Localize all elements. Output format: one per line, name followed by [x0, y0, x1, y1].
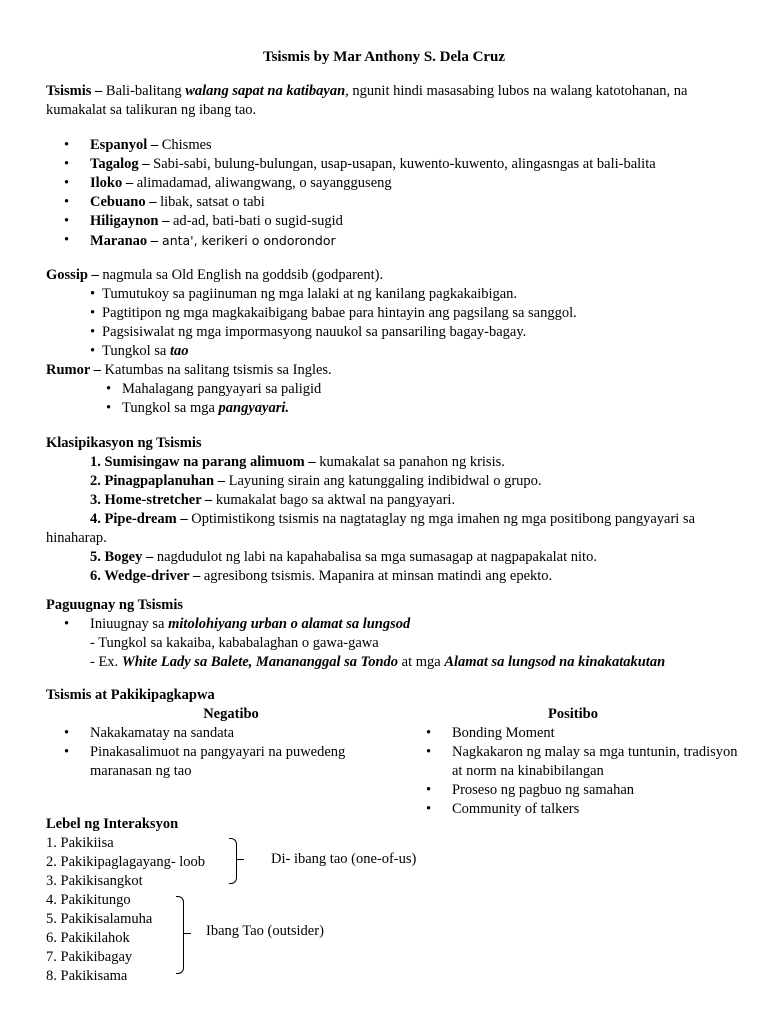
language-term: Cebuano – — [90, 194, 157, 210]
classification-term: 6. Wedge-driver – — [90, 568, 201, 584]
language-item — [46, 136, 738, 155]
classification-item — [46, 548, 738, 567]
language-item — [46, 174, 738, 193]
group-label-one-of-us: Di- ibang tao (one-of-us) — [271, 851, 417, 867]
level-item: 7. Pakikibagay — [46, 949, 133, 965]
dash-mid: at mga — [398, 654, 445, 670]
paguugnay-dash-item — [46, 653, 738, 672]
classification-text: agresibong tsismis. Mapanira at minsan matindi ang epekto. — [200, 568, 553, 584]
positibo-item: • Proseso ng pagbuo ng samahan — [408, 781, 738, 800]
level-item: 6. Pakikilahok — [46, 930, 130, 946]
language-text: alimadamad, aliwangwang, o sayangguseng — [133, 175, 392, 191]
negatibo-column — [46, 705, 376, 781]
language-text: anta', kerikeri o ondorondor — [158, 233, 336, 248]
lebel-section — [46, 815, 738, 986]
classification-term: 3. Home-stretcher – — [90, 492, 213, 508]
language-text: Sabi-sabi, bulung-bulungan, usap-usapan, kuwento-kuwento, alingasngas at bali-balita — [149, 156, 656, 172]
section-heading: Tsismis at Pakikipagkapwa — [46, 687, 215, 703]
classification-text: nagdudulot ng labi na kapahabalisa sa mga sumasagap at nagpapakalat nito. — [153, 549, 597, 565]
dash-emphasis-2: Alamat sa lungsod na kinakatakutan — [444, 654, 666, 670]
classification-term: 4. Pipe-dream – — [90, 511, 188, 527]
rumor-item-emphasis: pangyayari. — [218, 400, 290, 416]
gossip-text: nagmula sa Old English na goddsib (godparent). — [98, 267, 384, 283]
tsismis-definition — [46, 82, 738, 120]
negatibo-item: • Nakakamatay na sandata — [46, 724, 376, 743]
section-heading: Paguugnay ng Tsismis — [46, 597, 184, 613]
level-item: 2. Pakikipaglagayang- loob — [46, 854, 206, 870]
level-item: 5. Pakikisalamuha — [46, 911, 153, 927]
positibo-item: • Bonding Moment — [408, 724, 738, 743]
brace-tip-1 — [237, 859, 244, 860]
gossip-term: Gossip – — [46, 267, 99, 283]
language-text: libak, satsat o tabi — [156, 194, 265, 210]
rumor-section — [46, 361, 738, 418]
language-list — [46, 136, 738, 251]
paguugnay-dash-item: - Tungkol sa kakaiba, kababalaghan o gawa-gawa — [90, 635, 379, 651]
paguugnay-pre: Iniuugnay sa — [90, 616, 169, 632]
positibo-column — [408, 705, 738, 819]
classification-item — [46, 472, 738, 491]
classification-text: kumakalat sa panahon ng krisis. — [315, 454, 505, 470]
language-term: Maranao – — [90, 233, 159, 249]
language-term: Hiligaynon – — [90, 213, 170, 229]
gossip-item: • Pagsisiwalat ng mga impormasyong nauukol sa pansariling bagay-bagay. — [90, 323, 738, 342]
positibo-item: • Community of talkers — [408, 800, 738, 819]
gossip-section — [46, 266, 738, 361]
paguugnay-item — [46, 615, 738, 634]
language-item — [46, 155, 738, 174]
classification-term: 5. Bogey – — [90, 549, 154, 565]
brace-group-1 — [229, 838, 237, 884]
classification-term: 1. Sumisingaw na parang alimuom – — [90, 454, 316, 470]
rumor-term: Rumor – — [46, 362, 101, 378]
language-item — [46, 231, 738, 251]
gossip-last-pre: Tungkol sa — [102, 343, 170, 359]
negatibo-heading: Negatibo — [203, 706, 259, 722]
gossip-last-emphasis: tao — [169, 343, 189, 359]
classification-text: kumakalat bago sa aktwal na pangyayari. — [212, 492, 456, 508]
positibo-heading: Positibo — [548, 706, 598, 722]
language-text: ad-ad, bati-bati o sugid-sugid — [169, 213, 343, 229]
classification-wrap-line: hinaharap. — [46, 530, 107, 546]
rumor-item — [106, 399, 738, 418]
rumor-item: • Mahalagang pangyayari sa paligid — [106, 380, 738, 399]
level-item: 4. Pakikitungo — [46, 892, 131, 908]
classification-text: Optimistikong tsismis na nagtataglay ng mga imahen ng mga positibong pangyayari sa — [187, 511, 696, 527]
section-heading: Klasipikasyon ng Tsismis — [46, 435, 202, 451]
level-item: 8. Pakikisama — [46, 968, 128, 984]
definition-pre: Bali-balitang — [102, 83, 186, 99]
classification-text: Layuning sirain ang katunggaling indibidwal o grupo. — [225, 473, 542, 489]
group-label-outsider: Ibang Tao (outsider) — [206, 923, 324, 939]
paguugnay-emphasis: mitolohiyang urban o alamat sa lungsod — [168, 616, 411, 632]
classification-item — [46, 510, 738, 529]
paguugnay-section — [46, 596, 738, 672]
classification-term: 2. Pinagpaplanuhan – — [90, 473, 225, 489]
definition-term: Tsismis – — [46, 83, 103, 99]
language-item — [46, 212, 738, 231]
brace-group-2 — [176, 896, 184, 974]
gossip-item: • Tumutukoy sa pagiinuman ng mga lalaki at ng kanilang pagkakaibigan. — [90, 285, 738, 304]
classification-item — [46, 491, 738, 510]
gossip-item — [90, 342, 738, 361]
dash-pre: - Ex. — [90, 654, 122, 670]
negatibo-item: • Pinakasalimuot na pangyayari na puwedeng maranasan ng tao — [46, 743, 376, 781]
classification-item — [46, 567, 738, 586]
document-title: Tsismis by Mar Anthony S. Dela Cruz — [262, 49, 506, 65]
rumor-item-pre: Tungkol sa mga — [122, 400, 219, 416]
definition-emphasis: walang sapat na katibayan — [185, 83, 346, 99]
gossip-item: • Pagtitipon ng mga magkakaibigang babae para hintayin ang pagsilang sa sanggol. — [90, 304, 738, 323]
language-term: Iloko – — [90, 175, 134, 191]
rumor-text: Katumbas na salitang tsismis sa Ingles. — [100, 362, 332, 378]
positibo-item: • Nagkakaron ng malay sa mga tuntunin, tradisyon at norm na kinabibilangan — [408, 743, 738, 781]
language-text: Chismes — [158, 137, 212, 153]
language-term: Tagalog – — [90, 156, 150, 172]
language-item — [46, 193, 738, 212]
definition-post: , ngunit hindi masasabing lubos na walang katotohanan, na kumakalat sa talikuran ng ibang tao. — [46, 83, 688, 118]
level-item: 3. Pakikisangkot — [46, 873, 143, 889]
pakikipagkapwa-heading — [46, 686, 738, 705]
classification-item — [46, 453, 738, 472]
level-item: 1. Pakikiisa — [46, 835, 114, 851]
dash-emphasis: White Lady sa Balete, Manananggal sa Tondo — [121, 654, 399, 670]
section-heading: Lebel ng Interaksyon — [46, 816, 179, 832]
language-term: Espanyol – — [90, 137, 159, 153]
brace-tip-2 — [184, 933, 191, 934]
klasipikasyon-section — [46, 434, 738, 586]
